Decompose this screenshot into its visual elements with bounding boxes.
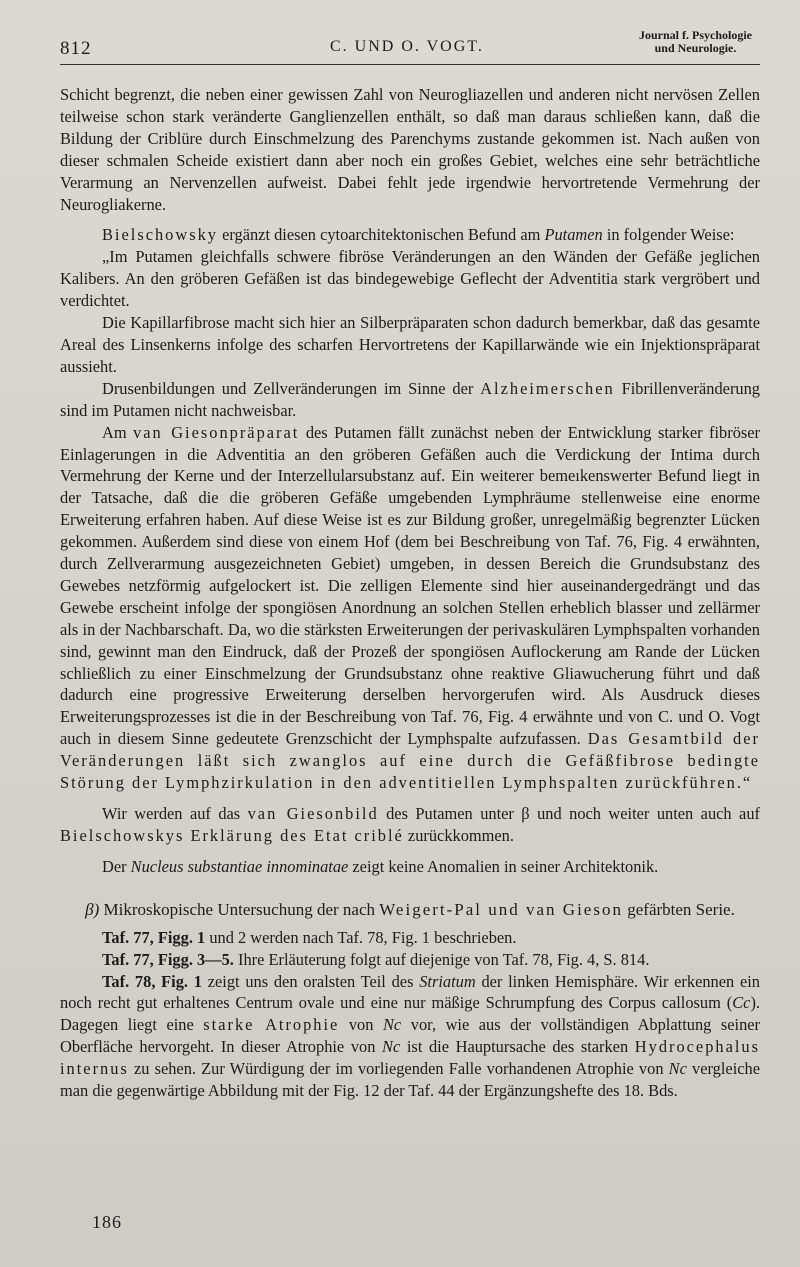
journal-title-line-2: und Neurologie. xyxy=(654,41,737,55)
page-number: 812 xyxy=(60,38,92,59)
quote-paragraph: Drusenbildungen und Zellveränderungen im Sinne der Alzheimerschen Fibrillenveränderung sind im Putamen nicht nachweisbar. xyxy=(60,378,760,420)
quote-paragraph: Am van Giesonpräparat des Putamen fällt zunächst neben der Entwicklung starker fibröser Einlagerungen in die Adventitia an den gröberen Gefäßen auch die Verdickung der Intima durch Vermehrung der Kerne und der Interzellularsubstanz auf. Ein weiterer bemeıkenswerter Befund liegt in der Tatsache, daß die die gröberen Gefäße umgebenden Lymphräume stellenweise eine enorme Erweiterung erfahren haben. Auf diese Weise ist es zur Bildung großer, unregelmäßig begrenzter Lücken gekommen. Außerdem sind diese von einem Hof (dem bei Beschreibung von Taf. 76, Fig. 4 erwähnten, durch Zellverarmung ausgezeichneten Gebiet) umgeben, in dessen Bereich die Grundsubstanz des Gewebes netzförmig aufgelockert ist. Die zelligen Elemente sind hier auseinandergedrängt und das Gewebe erscheint infolge der spongiösen Anordnung an solchen Stellen erheblich blasser und zellärmer als in der Nachbarschaft. Da, wo die stärksten Erweiterungen der perivaskulären Lymphspalten vorhanden sind, gewinnt man den Eindruck, daß der Prozeß der spongiösen Auflockerung am Rande der Lücken schließlich zu einer Einschmelzung der Grundsubstanz ohne reaktive Gliawucherung führt und daß dadurch eine progressive Erweiterung derselben hervorgerufen wird. Als Ausdruck dieses Erweiterungsprozesses ist die in der Beschreibung von Taf. 76, Fig. 4 erwähnte und von C. und O. Vogt auch in diesem Sinne gedeutete Grenzschicht der Lymphspalte aufzufassen. Das Gesamtbild der Veränderungen läßt sich zwanglos auf eine durch die Gefäßfibrose bedingte Störung der Lymphzirkulation in den adventitiellen Lymphspalten zurückführen.“ xyxy=(60,422,761,793)
figure-description: Taf. 77, Figg. 1 und 2 werden nach Taf. 78, Fig. 1 beschrieben. xyxy=(102,927,517,947)
figure-description: Taf. 78, Fig. 1 zeigt uns den oralsten Teil des Striatum der linken Hemisphäre. Wir erkennen ein noch recht gut erhaltenes Centrum ovale und eine nur mäßige Schrumpfung des Corpus callosum (Cc). Dagegen liegt eine starke Atrophie von Nc vor, wie aus der vollständigen Abplattung seiner Oberfläche hervorgeht. In dieser Atrophie von Nc ist die Hauptursache des starken Hydrocephalus internus zu sehen. Zur Würdigung der im vorliegenden Falle vorhandenen Atrophie von Nc vergleiche man die gegenwärtige Abbildung mit der Fig. 12 der Taf. 44 der Ergänzungshefte des 18. Bds. xyxy=(60,971,761,1101)
running-title: C. UND O. VOGT. xyxy=(330,38,484,55)
quote-paragraph: Die Kapillarfibrose macht sich hier an Silberpräparaten schon dadurch bemerkbar, daß das gesamte Areal des Linsenkerns infolge des scharfen Hervortretens der Kapillarwände wie ein Injektionspräparat aussieht. xyxy=(60,313,760,376)
page-header xyxy=(0,0,800,70)
body-text xyxy=(60,84,760,1102)
paragraph: Schicht begrenzt, die neben einer gewissen Zahl von Neurogliazellen und anderen nicht nervösen Zellen teilweise schon stark veränderte Ganglienzellen enthält, so daß man daraus schließen kann, daß die Bildung der Criblüre durch Einschmelzung des Parenchyms zustande gekommen ist. Nach außen von dieser schmalen Scheide existiert dann aber noch ein großes Gebiet, welches eine sehr beträchtliche Verarmung an Nervenzellen aufweist. Dabei fehlt jede irgendwie hervortretende Vermehrung der Neurogliakerne. xyxy=(60,85,760,214)
quote-paragraph: „Im Putamen gleichfalls schwere fibröse Veränderungen an den Wänden der Gefäße jeglichen Kalibers. An den gröberen Gefäßen ist das bindegewebige Geflecht der Adventitia stark vergröbert und verdichtet. xyxy=(60,247,760,311)
section-heading: β) Mikroskopische Untersuchung der nach Weigert-Pal und van Gieson gefärbten Serie. xyxy=(85,899,735,919)
paragraph: Der Nucleus substantiae innominatae zeigt keine Anomalien in seiner Architektonik. xyxy=(102,856,659,876)
journal-title-line-1: Journal f. Psychologie xyxy=(639,28,752,42)
journal-title xyxy=(639,29,752,55)
paragraph: Wir werden auf das van Giesonbild des Putamen unter β und noch weiter unten auch auf Bielschowskys Erklärung des Etat criblé zurückkommen. xyxy=(60,804,760,845)
paragraph: Bielschowsky ergänzt diesen cytoarchitektonischen Befund am Putamen in folgender Weise: xyxy=(102,225,735,245)
figure-description: Taf. 77, Figg. 3—5. Ihre Erläuterung folgt auf diejenige von Taf. 78, Fig. 4, S. 814. xyxy=(102,949,650,969)
printer-signature: 186 xyxy=(92,1212,122,1232)
header-rule xyxy=(60,64,760,65)
